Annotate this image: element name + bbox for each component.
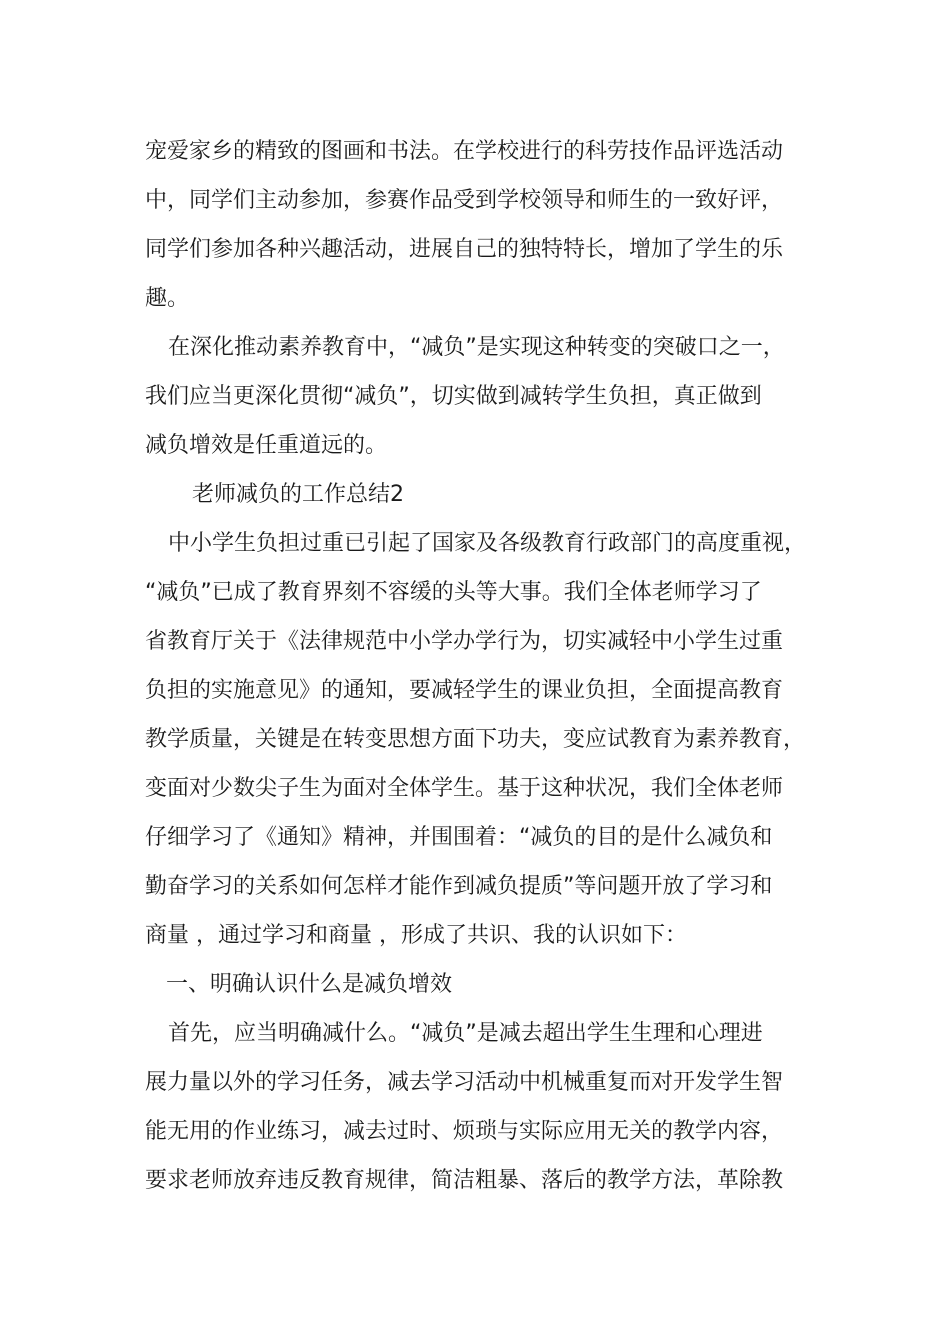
paragraph-line: 趣。: [145, 286, 190, 311]
paragraph-line: 省教育厅关于《法律规范中小学办学行为，切实减轻中小学生过重: [145, 629, 784, 654]
paragraph-line: 宠爱家乡的精致的图画和书法。在学校进行的科劳技作品评选活动: [145, 139, 784, 164]
paragraph-line: 中，同学们主动参加，参赛作品受到学校领导和师生的一致好评，: [145, 188, 784, 213]
paragraph-line: 勤奋学习的关系如何怎样才能作到减负提质”等问题开放了学习和: [145, 874, 773, 899]
subsection-heading: 一、明确认识什么是减负增效: [166, 972, 453, 997]
paragraph-line: 变面对少数尖子生为面对全体学生。基于这种状况，我们全体老师: [145, 776, 784, 801]
paragraph-line: 在深化推动素养教育中，“减负”是实现这种转变的突破口之一，: [168, 335, 785, 360]
paragraph-line: 要求老师放弃违反教育规律，简洁粗暴、落后的教学方法，革除教: [145, 1168, 784, 1193]
paragraph-line: 能无用的作业练习，减去过时、烦琐与实际应用无关的教学内容，: [145, 1119, 784, 1144]
paragraph-line: 我们应当更深化贯彻“减负”，切实做到减转学生负担，真正做到: [145, 384, 762, 409]
paragraph-line: 负担的实施意见》的通知，要减轻学生的课业负担，全面提高教育: [145, 678, 784, 703]
paragraph-line: 中小学生负担过重已引起了国家及各级教育行政部门的高度重视，: [168, 531, 807, 556]
paragraph-line: 同学们参加各种兴趣活动，进展自己的独特特长，增加了学生的乐: [145, 237, 784, 262]
paragraph-line: 教学质量，关键是在转变思想方面下功夫，变应试教育为素养教育，: [145, 727, 806, 752]
paragraph-line: 商量 ，通过学习和商量 ，形成了共识、我的认识如下：: [145, 923, 687, 948]
section-heading: 老师减负的工作总结2: [192, 482, 404, 507]
paragraph-line: 展力量以外的学习任务，减去学习活动中机械重复而对开发学生智: [145, 1070, 784, 1095]
paragraph-line: “减负”已成了教育界刻不容缓的头等大事。我们全体老师学习了: [145, 580, 762, 605]
paragraph-line: 首先，应当明确减什么。“减负”是减去超出学生生理和心理进: [168, 1021, 763, 1046]
paragraph-line: 减负增效是任重道远的。: [145, 433, 388, 458]
paragraph-line: 仔细学习了《通知》精神，并围围着：“减负的目的是什么减负和: [145, 825, 773, 850]
